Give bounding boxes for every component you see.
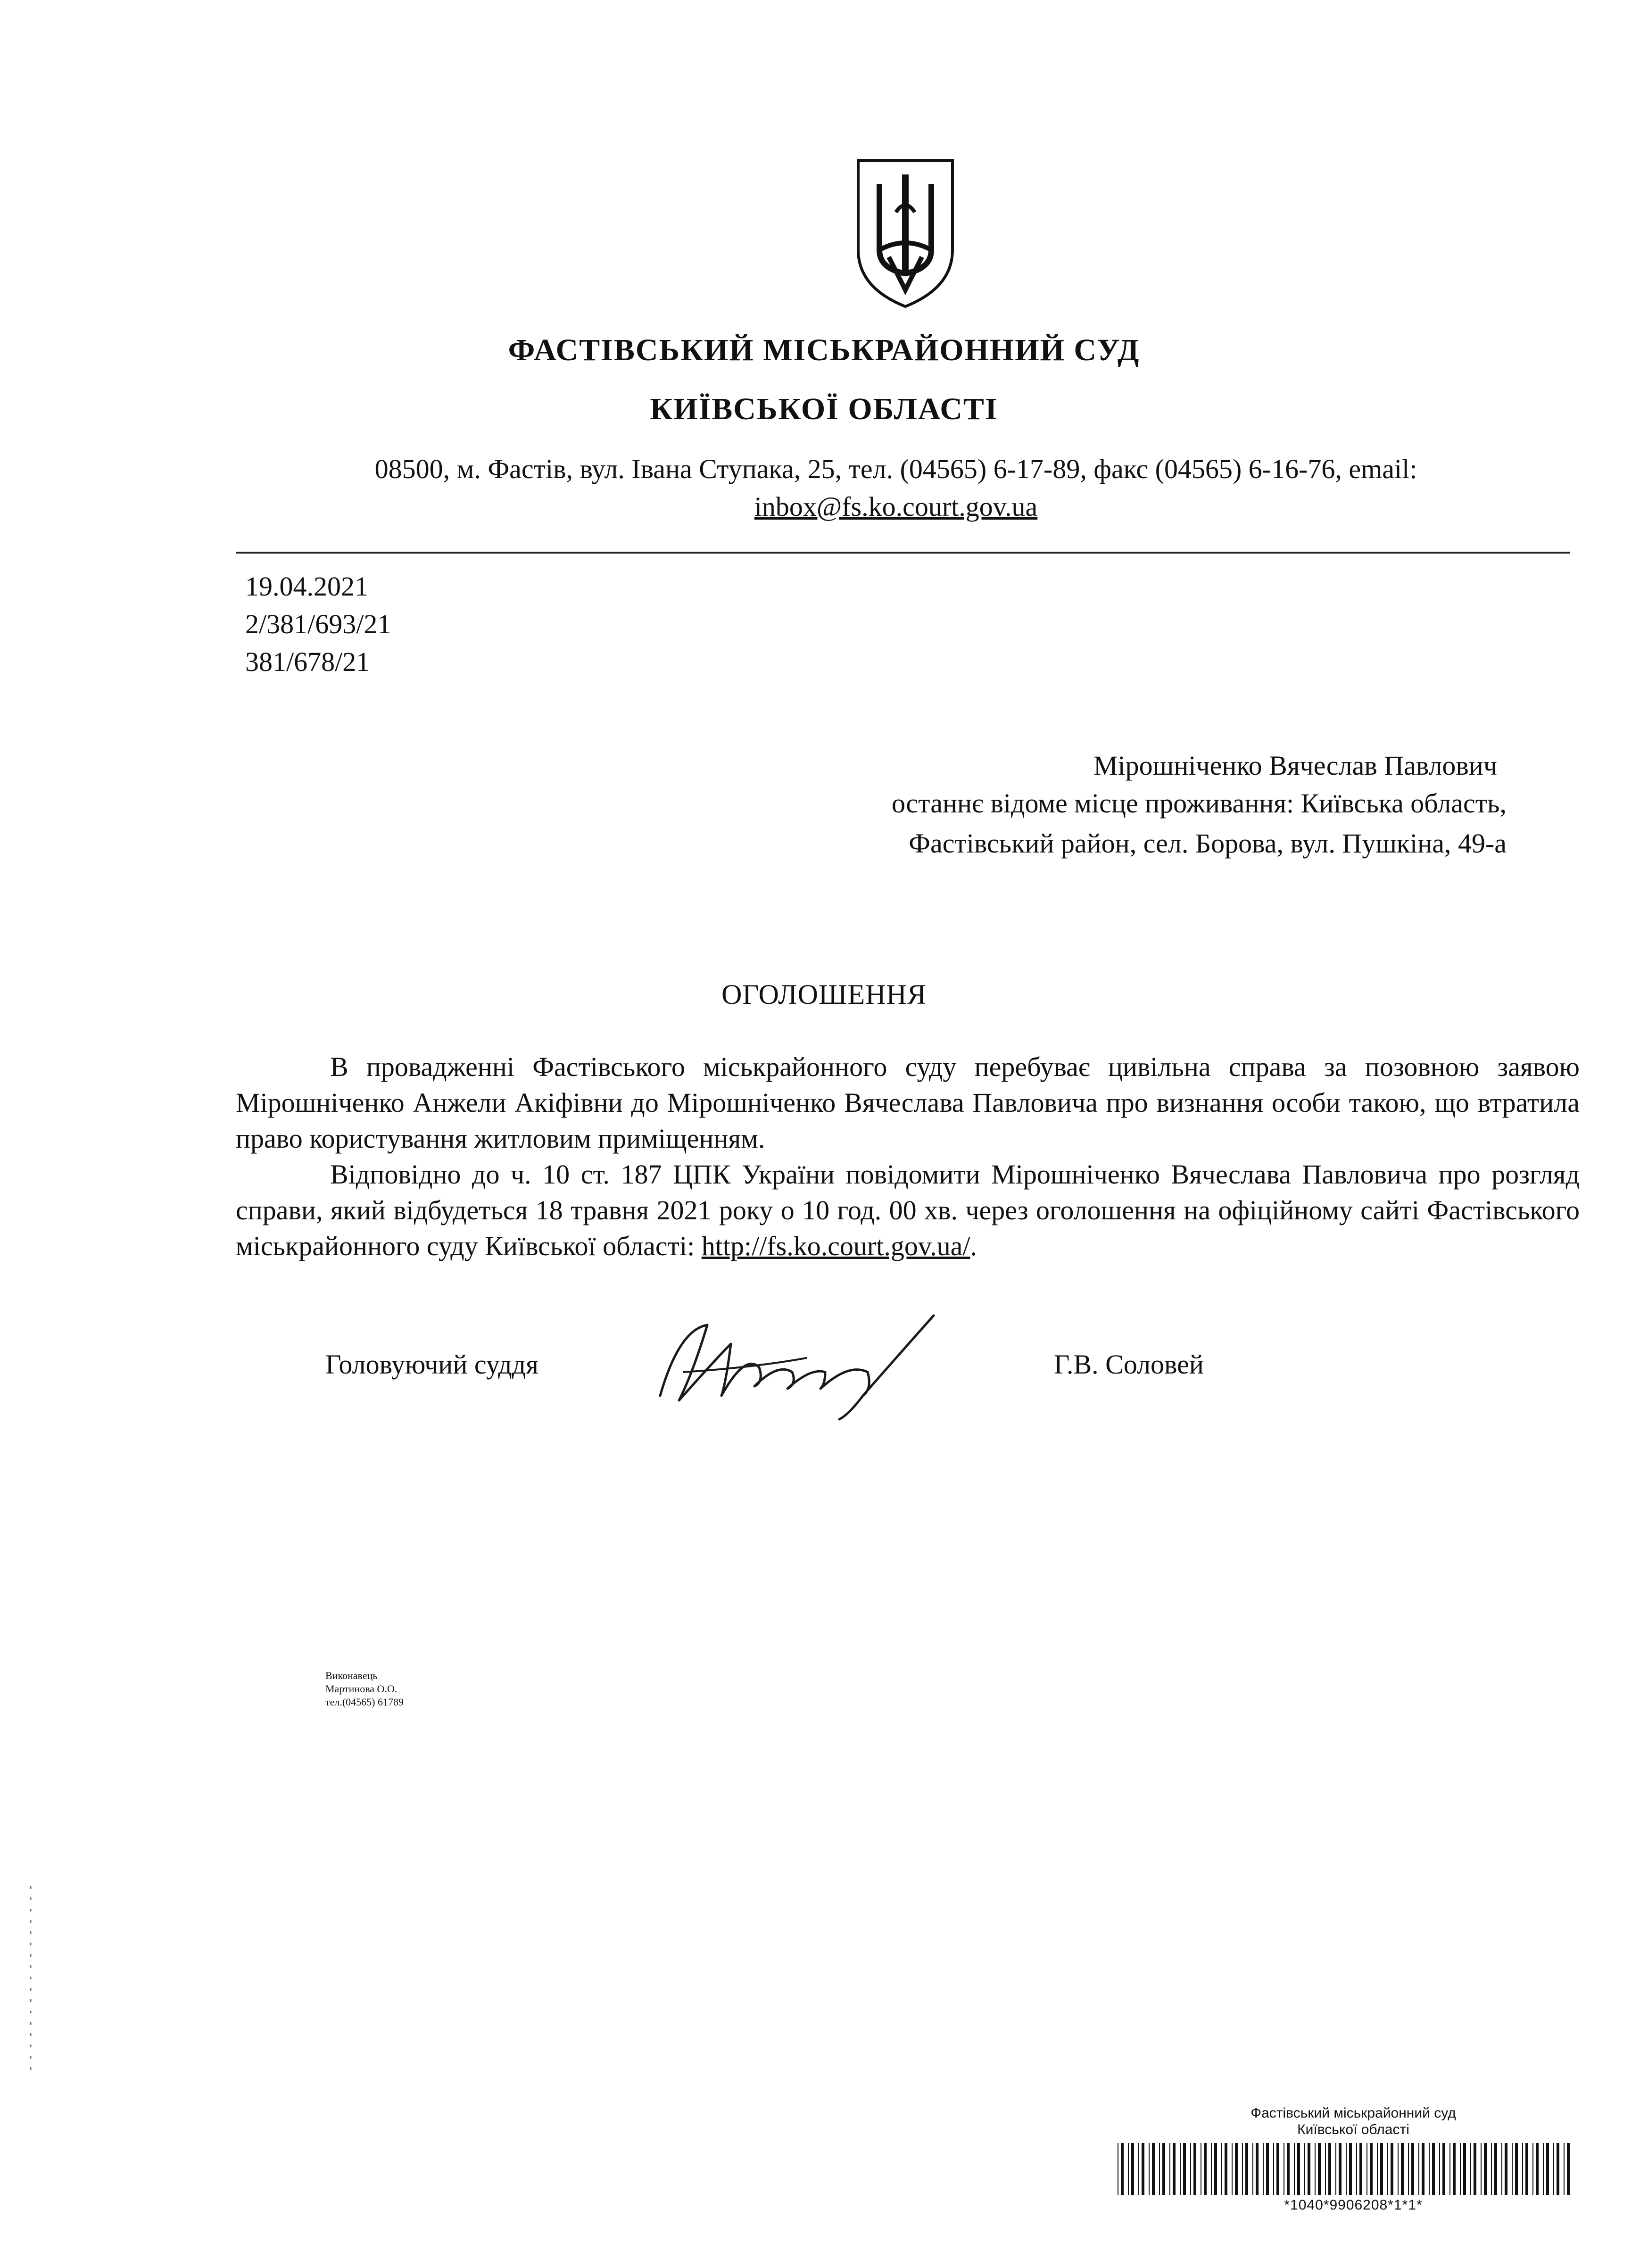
handwritten-signature bbox=[651, 1301, 943, 1424]
executor-label: Виконавець bbox=[325, 1670, 378, 1681]
scan-margin-marks bbox=[28, 1886, 33, 2075]
judge-title: Головуючий суддя bbox=[325, 1349, 538, 1380]
coat-of-arms-icon bbox=[851, 156, 960, 311]
notice-body bbox=[236, 1049, 1580, 1264]
proceeding-number: 381/678/21 bbox=[245, 646, 370, 677]
notice-paragraph-1: В провадженні Фастівського міськрайонного суду перебуває цивільна справа за позовною заявою Мірошніченко Анжели Акіфівни до Мірошніченко Вячеслава Павловича про визнання особи такою, що втратила право користування житловим приміщенням. bbox=[236, 1051, 1580, 1154]
court-region: КИЇВСЬКОЇ ОБЛАСТІ bbox=[650, 392, 998, 426]
recipient-address-line-2: Фастівський район, сел. Борова, вул. Пушкіна, 49-а bbox=[909, 828, 1507, 859]
notice-paragraph-2 bbox=[236, 1157, 1580, 1264]
letterhead-divider bbox=[236, 552, 1570, 554]
notice-heading: ОГОЛОШЕННЯ bbox=[721, 979, 927, 1010]
court-website-link[interactable]: http://fs.ko.court.gov.ua/ bbox=[701, 1231, 970, 1261]
court-name: ФАСТІВСЬКИЙ МІСЬКРАЙОННИЙ СУД bbox=[508, 333, 1140, 367]
address-line: 08500, м. Фастів, вул. Івана Ступака, 25, тел. (04565) 6-17-89, факс (04565) 6-16-76, email: bbox=[374, 454, 1417, 484]
notice-paragraph-2-end: . bbox=[970, 1231, 977, 1261]
judge-name: Г.В. Соловей bbox=[1054, 1349, 1204, 1380]
stamp-court-region: Київської області bbox=[1297, 2122, 1409, 2137]
recipient-name: Мірошніченко Вячеслав Павлович bbox=[1093, 750, 1497, 781]
executor-name: Мартинова О.О. bbox=[325, 1683, 398, 1695]
document-date: 19.04.2021 bbox=[245, 571, 368, 602]
executor-phone: тел.(04565) 61789 bbox=[325, 1696, 404, 1708]
stamp-court-name: Фастівський міськрайонний суд bbox=[1250, 2105, 1456, 2121]
court-address bbox=[283, 450, 1509, 526]
recipient-address-line-1: останнє відоме місце проживання: Київська область, bbox=[891, 788, 1507, 819]
email-link[interactable]: inbox@fs.ko.court.gov.ua bbox=[754, 491, 1038, 522]
barcode-number: *1040*9906208*1*1* bbox=[1284, 2197, 1423, 2213]
notice-paragraph-2-text: Відповідно до ч. 10 ст. 187 ЦПК України повідомити Мірошніченко Вячеслава Павловича про розгляд справи, який відбудеться 18 травня 2021 року о 10 год. 00 хв. через оголошення на офіційному сайті Фастівського міськрайонного суду Київської області: bbox=[236, 1159, 1580, 1261]
barcode-icon bbox=[1118, 2143, 1575, 2195]
case-number: 2/381/693/21 bbox=[245, 609, 391, 639]
